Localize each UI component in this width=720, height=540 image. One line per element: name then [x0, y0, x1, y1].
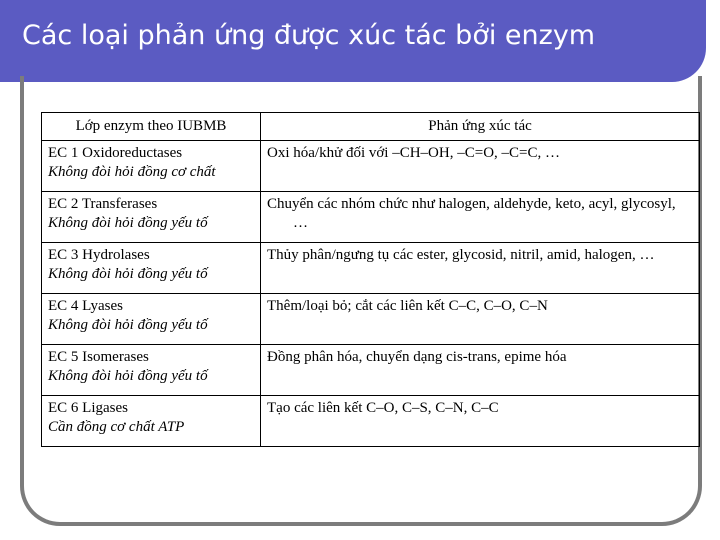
class-name: EC 4 Lyases — [48, 298, 123, 314]
enzyme-class-cell — [42, 345, 261, 396]
table-header-row — [42, 113, 700, 141]
header-reaction: Phản ứng xúc tác — [261, 113, 700, 141]
enzyme-class-cell — [42, 396, 261, 447]
reaction-text: Chuyển các nhóm chức như halogen, aldehyde, keto, acyl, glycosyl, … — [267, 196, 676, 231]
table-row — [42, 141, 700, 192]
class-name: EC 6 Ligases — [48, 400, 128, 416]
reaction-cell — [261, 345, 700, 396]
reaction-text: Oxi hóa/khử đối với –CH–OH, –C=O, –C=C, … — [267, 145, 560, 161]
reaction-text: Thêm/loại bỏ; cắt các liên kết C–C, C–O, C–N — [267, 298, 548, 314]
class-note: Không đòi hỏi đồng yếu tố — [48, 368, 208, 384]
class-note: Không đòi hỏi đồng yếu tố — [48, 266, 208, 282]
table-row — [42, 243, 700, 294]
slide-title: Các loại phản ứng được xúc tác bởi enzym — [22, 20, 596, 51]
class-note: Không đòi hỏi đồng cơ chất — [48, 164, 216, 180]
title-bar — [0, 0, 706, 82]
table-row — [42, 396, 700, 447]
reaction-text: Tạo các liên kết C–O, C–S, C–N, C–C — [267, 400, 499, 416]
enzyme-class-cell — [42, 243, 261, 294]
enzyme-class-cell — [42, 192, 261, 243]
reaction-cell — [261, 141, 700, 192]
reaction-cell — [261, 192, 700, 243]
reaction-text: Đồng phân hóa, chuyển dạng cis-trans, epime hóa — [267, 349, 567, 365]
table-row — [42, 294, 700, 345]
reaction-cell — [261, 294, 700, 345]
reaction-cell — [261, 243, 700, 294]
class-note: Không đòi hỏi đồng yếu tố — [48, 317, 208, 333]
class-name: EC 1 Oxidoreductases — [48, 145, 183, 161]
class-note: Cần đồng cơ chất ATP — [48, 419, 185, 435]
table-row — [42, 345, 700, 396]
table-row — [42, 192, 700, 243]
class-name: EC 2 Transferases — [48, 196, 158, 212]
class-name: EC 3 Hydrolases — [48, 247, 150, 263]
enzyme-class-cell — [42, 141, 261, 192]
enzyme-class-cell — [42, 294, 261, 345]
class-name: EC 5 Isomerases — [48, 349, 149, 365]
class-note: Không đòi hỏi đồng yếu tố — [48, 215, 208, 231]
header-enzyme-class: Lớp enzym theo IUBMB — [42, 113, 261, 141]
enzyme-class-table — [41, 112, 700, 447]
reaction-cell — [261, 396, 700, 447]
reaction-text: Thủy phân/ngưng tụ các ester, glycosid, nitril, amid, halogen, … — [267, 247, 655, 263]
